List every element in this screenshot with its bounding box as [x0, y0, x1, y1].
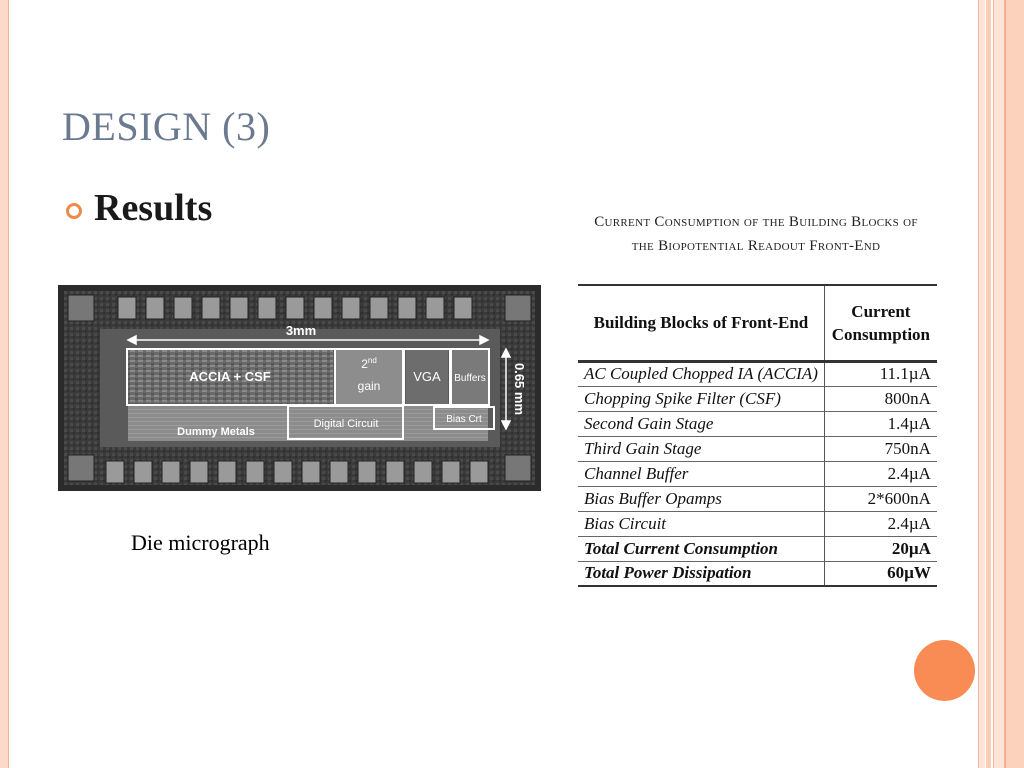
- right-stripe: [986, 0, 991, 768]
- right-stripe: [1005, 0, 1024, 768]
- table-row: [578, 511, 937, 536]
- table-cell: Total Power Dissipation: [578, 561, 824, 586]
- table-row: [578, 461, 937, 486]
- die-micrograph: [58, 285, 541, 491]
- table-title-line: Current Consumption of the Building Blocks of: [594, 214, 918, 230]
- table-cell: 800nA: [884, 388, 931, 408]
- table-row: [578, 486, 937, 511]
- block-dummy-label: Dummy Metals: [177, 426, 255, 438]
- bullet-circle-icon: [66, 203, 82, 219]
- block-gain-label: 2nd: [361, 356, 377, 371]
- table-cell: 11.1µA: [879, 364, 931, 383]
- block-buffers-label: Buffers: [454, 373, 486, 384]
- table-cell: Third Gain Stage: [578, 436, 824, 461]
- right-stripe: [993, 0, 1005, 768]
- table-cell: Bias Buffer Opamps: [578, 486, 824, 511]
- table-row: [578, 561, 937, 586]
- table-cell: 1.4µA: [887, 413, 931, 433]
- table-header-row: [578, 285, 937, 361]
- table-title-line: the Biopotential Readout Front-End: [631, 238, 881, 254]
- block-vga-label: VGA: [413, 369, 441, 384]
- right-stripe: [978, 0, 985, 768]
- bullet-text: Results: [94, 187, 213, 229]
- decorative-circle: [914, 640, 975, 701]
- die-width-label: 3mm: [285, 323, 317, 338]
- table-cell: 20µA: [891, 538, 931, 558]
- current-consumption-table: [578, 284, 937, 587]
- column-header-text: Current Consumption: [831, 301, 931, 344]
- table-cell: 750nA: [884, 438, 931, 458]
- table-cell: 2.4µA: [887, 463, 931, 483]
- figure-caption: Die micrograph: [131, 530, 270, 555]
- table-cell: 60µW: [887, 563, 931, 583]
- block-digital-label: Digital Circuit: [313, 418, 379, 430]
- table-row: [578, 536, 937, 561]
- block-accia-label: ACCIA + CSF: [189, 369, 271, 384]
- table-cell: 2.4µA: [887, 513, 931, 533]
- table-cell: 2*600nA: [867, 488, 931, 508]
- table-row: [578, 361, 937, 386]
- table-row: [578, 436, 937, 461]
- table-cell: Channel Buffer: [578, 461, 824, 486]
- table-cell: Bias Circuit: [578, 511, 824, 536]
- table-cell: AC Coupled Chopped IA (ACCIA): [578, 361, 824, 386]
- table-cell: Chopping Spike Filter (CSF): [578, 386, 824, 411]
- block-gain-word: gain: [357, 379, 381, 393]
- block-bias-label: Bias Crt: [446, 414, 482, 425]
- table-title: [560, 210, 952, 258]
- table-cell: Second Gain Stage: [578, 411, 824, 436]
- slide-title: DESIGN (3): [62, 104, 271, 149]
- die-height-label: 0.65 mm: [512, 362, 527, 416]
- left-border-strip: [0, 0, 9, 768]
- column-header: [824, 285, 937, 361]
- table-cell: Total Current Consumption: [578, 536, 824, 561]
- table-row: [578, 386, 937, 411]
- column-header: Building Blocks of Front-End: [578, 285, 824, 361]
- table-row: [578, 411, 937, 436]
